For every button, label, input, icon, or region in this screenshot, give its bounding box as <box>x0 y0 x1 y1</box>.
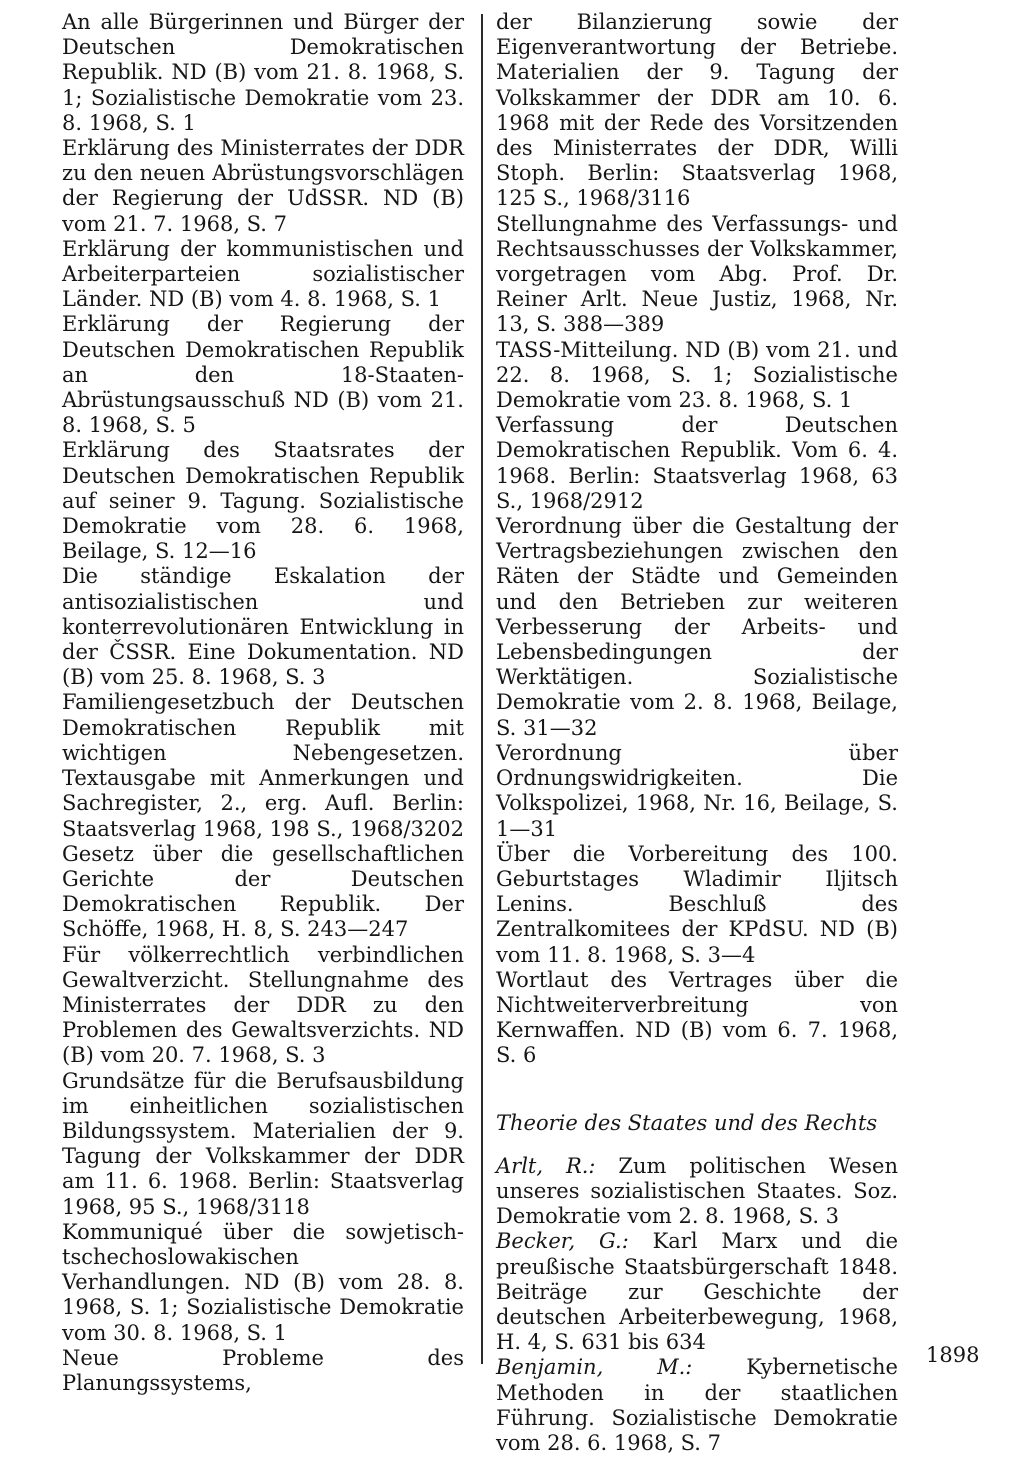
bibliography-entry: Erklärung der kommunistischen und Arbeiterparteien sozialistischer Länder. ND (B) vom 4. 8. 1968, S. 1 <box>62 236 464 312</box>
bibliography-entry: Über die Vorbereitung des 100. Geburtstages Wladimir Iljitsch Lenins. Beschluß des Zentralkomitees der KPdSU. ND (B) vom 11. 8. 1968, S. 3—4 <box>496 841 898 967</box>
left-column <box>62 10 464 1396</box>
author-entry-text: Zum politischen Wesen unseres sozialistischen Staates. Soz. Demokratie vom 2. 8. 1968, S. 3 <box>496 1153 898 1229</box>
bibliography-entry: Gesetz über die gesellschaftlichen Gerichte der Deutschen Demokratischen Republik. Der Schöffe, 1968, H. 8, S. 243—247 <box>62 841 464 942</box>
page-number: 1898 <box>926 1343 980 1367</box>
author-entry <box>496 1355 898 1456</box>
column-divider-rule <box>481 14 483 1364</box>
bibliography-entry: Neue Probleme des Planungssystems, <box>62 1345 464 1395</box>
right-column <box>496 10 898 1456</box>
bibliography-entry: Erklärung des Staatsrates der Deutschen Demokratischen Republik auf seiner 9. Tagung. Sozialistische Demokratie vom 28. 6. 1968, Beilage, S. 12—16 <box>62 438 464 564</box>
bibliography-entry: Die ständige Eskalation der antisozialistischen und konterrevolutionären Entwicklung in der ČSSR. Eine Dokumentation. ND (B) vom 25. 8. 1968, S. 3 <box>62 564 464 690</box>
section-heading: Theorie des Staates und des Rechts <box>496 1110 878 1135</box>
bibliography-entry: An alle Bürgerinnen und Bürger der Deutschen Demokratischen Republik. ND (B) vom 21. 8. 1968, S. 1; Sozialistische Demokratie vom 23. 8. 1968, S. 1 <box>62 10 464 135</box>
bibliography-entry: Familiengesetzbuch der Deutschen Demokratischen Republik mit wichtigen Nebengesetzen. Textausgabe mit Anmerkungen und Sachregister, 2., erg. Aufl. Berlin: Staatsverlag 1968, 198 S., 1968/3202 <box>62 690 464 841</box>
bibliography-entry: Erklärung des Ministerrates der DDR zu den neuen Abrüstungsvorschlägen der Regierung der UdSSR. ND (B) vom 21. 7. 1968, S. 7 <box>62 136 464 236</box>
bibliography-entry: Stellungnahme des Verfassungs- und Rechtsausschusses der Volkskammer, vorgetragen vom Abg. Prof. Dr. Reiner Arlt. Neue Justiz, 1968, Nr. 13, S. 388—389 <box>496 211 898 337</box>
bibliography-entry: der Bilanzierung sowie der Eigenverantwortung der Betriebe. Materialien der 9. Tagung der Volkskammer der DDR am 10. 6. 1968 mit der Rede des Vorsitzenden des Ministerrates der DDR, Willi Stoph. Berlin: Staatsverlag 1968, 125 S., 1968/3116 <box>496 10 898 211</box>
bibliography-entry: Grundsätze für die Berufsausbildung im einheitlichen sozialistischen Bildungssystem. Materialien der 9. Tagung der Volkskammer der DDR am 11. 6. 1968. Berlin: Staatsverlag 1968, 95 S., 1968/3118 <box>62 1068 464 1219</box>
author-entry <box>496 1229 898 1355</box>
bibliography-entry: TASS-Mitteilung. ND (B) vom 21. und 22. 8. 1968, S. 1; Sozialistische Demokratie vom 23. 8. 1968, S. 1 <box>496 337 898 413</box>
bibliography-entry: Für völkerrechtlich verbindlichen Gewaltverzicht. Stellungnahme des Ministerrates der DDR zu den Problemen des Gewaltsverzichts. ND (B) vom 20. 7. 1968, S. 3 <box>62 942 464 1068</box>
bibliography-entry: Kommuniqué über die sowjetisch-tschechoslowakischen Verhandlungen. ND (B) vom 28. 8. 1968, S. 1; Sozialistische Demokratie vom 30. 8. 1968, S. 1 <box>62 1219 464 1345</box>
author-entry-text: Kybernetische Methoden in der staatlichen Führung. Sozialistische Demokratie vom 28. 6. 1968, S. 7 <box>496 1355 898 1455</box>
author-entry <box>496 1154 898 1230</box>
author-name: Arlt, R.: <box>496 1153 596 1178</box>
author-name: Benjamin, M.: <box>496 1355 693 1380</box>
bibliography-entry: Verordnung über die Gestaltung der Vertragsbeziehungen zwischen den Räten der Städte und Gemeinden und den Betrieben zur weiteren Verbesserung der Arbeits- und Lebensbedingungen der Werktätigen. Sozialistische Demokratie vom 2. 8. 1968, Beilage, S. 31—32 <box>496 514 898 740</box>
bibliography-entry: Wortlaut des Vertrages über die Nichtweiterverbreitung von Kernwaffen. ND (B) vom 6. 7. 1968, S. 6 <box>496 967 898 1068</box>
bibliography-entry: Erklärung der Regierung der Deutschen Demokratischen Republik an den 18-Staaten-Abrüstungsausschuß ND (B) vom 21. 8. 1968, S. 5 <box>62 312 464 438</box>
author-entry-text: Karl Marx und die preußische Staatsbürgerschaft 1848. Beiträge zur Geschichte der deutschen Arbeiterbewegung, 1968, H. 4, S. 631 bis 634 <box>496 1229 898 1355</box>
author-name: Becker, G.: <box>496 1229 629 1254</box>
bibliography-entry: Verfassung der Deutschen Demokratischen Republik. Vom 6. 4. 1968. Berlin: Staatsverlag 1968, 63 S., 1968/2912 <box>496 413 898 513</box>
bibliography-entry: Verordnung über Ordnungswidrigkeiten. Die Volkspolizei, 1968, Nr. 16, Beilage, S. 1—31 <box>496 740 898 841</box>
